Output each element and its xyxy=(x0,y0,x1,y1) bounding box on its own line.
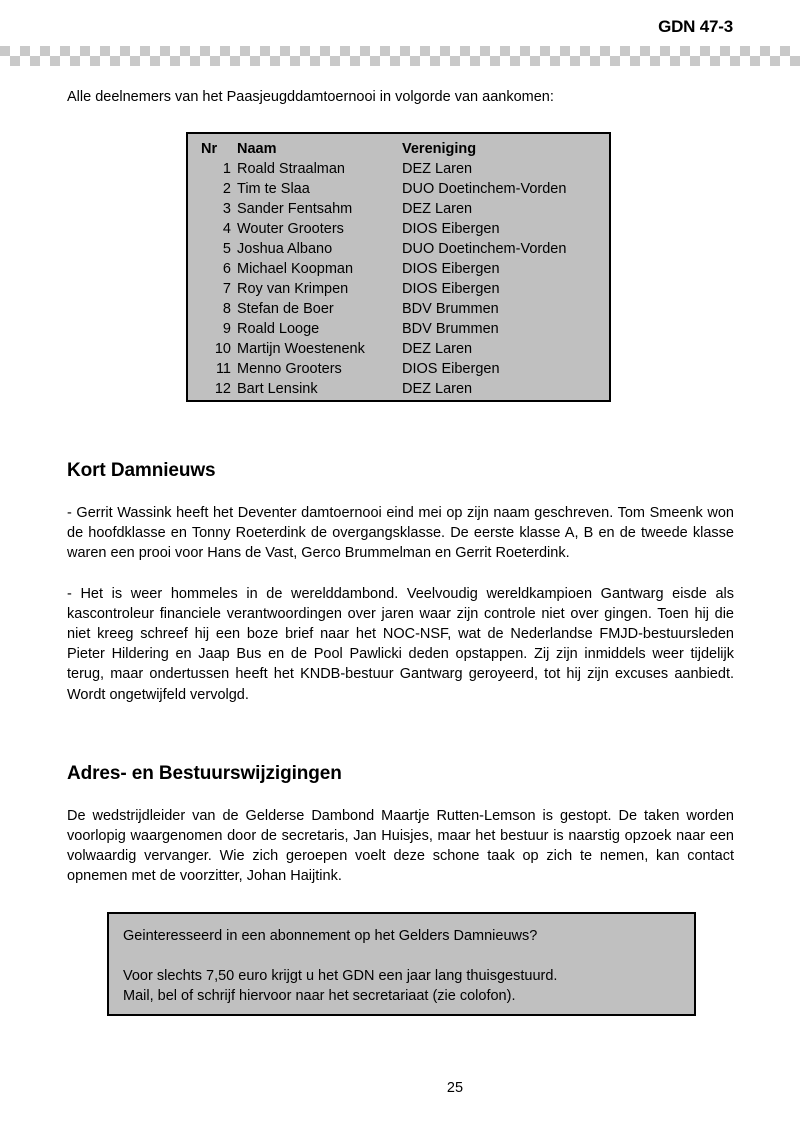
table-header xyxy=(188,139,609,159)
kort-damnieuws-paragraph-2: - Het is weer hommeles in de werelddambond. Veelvoudig wereldkampioen Gantwarg eisde als kascontroleur financiele verantwoordingen over jaren waar zijn controle niet over gingen. Toen hij die niet kreeg schreef hij een boze brief naar het NOC-NSF, wat de Nederlandse FMJD-bestuursleden Pieter Hildering en Jaap Bus en de Pool Pawlicki deden opstappen. Zij zijn inmiddels weer tijdelijk terug, maar ondertussen heeft het KNDB-bestuur Gantwarg geroyeerd, tot hij zijn excuses aanbiedt. Wordt ongetwijfeld vervolgd. xyxy=(67,585,734,703)
table-row xyxy=(188,299,609,319)
table-row xyxy=(188,219,609,239)
cell-vereniging: DUO Doetinchem-Vorden xyxy=(402,181,567,197)
cell-vereniging: DIOS Eibergen xyxy=(402,221,500,237)
cell-naam: Michael Koopman xyxy=(237,261,354,277)
cell-naam: Menno Grooters xyxy=(237,361,342,377)
cell-naam: Wouter Grooters xyxy=(237,221,344,237)
table-body xyxy=(188,159,609,399)
cell-vereniging: DEZ Laren xyxy=(402,161,473,177)
cell-vereniging: BDV Brummen xyxy=(402,321,499,337)
section-heading-adres-bestuurswijzigingen: Adres- en Bestuurswijzigingen xyxy=(67,762,342,784)
cell-nr: 12 xyxy=(214,381,231,397)
table-row xyxy=(188,319,609,339)
cell-vereniging: DEZ Laren xyxy=(402,381,473,397)
checker-row-bottom xyxy=(0,56,800,66)
cell-vereniging: BDV Brummen xyxy=(402,301,499,317)
cell-naam: Roald Straalman xyxy=(237,161,345,177)
callout-contact-line: Mail, bel of schrijf hiervoor naar het secretariaat (zie colofon). xyxy=(123,988,516,1004)
cell-naam: Roy van Krimpen xyxy=(237,281,349,297)
checker-row-top xyxy=(0,46,800,56)
adres-bestuurswijzigingen-paragraph: De wedstrijdleider van de Gelderse Dambond Maartje Rutten-Lemson is gestopt. De taken worden voorlopig waargenomen door de secretaris, Jan Huisjes, maar het bestuur is naarstig opzoek naar een volwaardig vervanger. Wie zich geroepen voelt deze schone taak op zich te nemen, kan contact opnemen met de voorzitter, Johan Haijtink. xyxy=(67,807,734,885)
table-row xyxy=(188,339,609,359)
cell-naam: Joshua Albano xyxy=(237,241,333,257)
column-header-nr: Nr xyxy=(201,141,218,157)
cell-naam: Martijn Woestenenk xyxy=(237,341,365,357)
table-row xyxy=(188,379,609,399)
cell-vereniging: DIOS Eibergen xyxy=(402,361,500,377)
publication-title: GDN 47-3 xyxy=(658,17,733,36)
cell-naam: Bart Lensink xyxy=(237,381,318,397)
cell-naam: Stefan de Boer xyxy=(237,301,334,317)
table-row xyxy=(188,239,609,259)
subscription-callout-box xyxy=(107,912,696,1016)
callout-spacer xyxy=(123,946,680,966)
callout-price-line: Voor slechts 7,50 euro krijgt u het GDN een jaar lang thuisgestuurd. xyxy=(123,968,558,984)
cell-naam: Roald Looge xyxy=(237,321,320,337)
participants-table-panel xyxy=(186,132,611,402)
cell-vereniging: DEZ Laren xyxy=(402,341,473,357)
cell-vereniging: DUO Doetinchem-Vorden xyxy=(402,241,567,257)
cell-nr: 7 xyxy=(222,281,231,297)
cell-nr: 3 xyxy=(222,201,231,217)
cell-nr: 11 xyxy=(215,361,231,377)
cell-nr: 4 xyxy=(222,221,231,237)
cell-nr: 5 xyxy=(222,241,231,257)
cell-vereniging: DEZ Laren xyxy=(402,201,473,217)
page-header xyxy=(0,0,800,68)
table-row xyxy=(188,259,609,279)
cell-nr: 2 xyxy=(222,181,231,197)
cell-naam: Sander Fentsahm xyxy=(237,201,353,217)
table-header-row xyxy=(188,139,609,159)
cell-nr: 10 xyxy=(214,341,231,357)
table-row xyxy=(188,159,609,179)
cell-naam: Tim te Slaa xyxy=(237,181,310,197)
cell-vereniging: DIOS Eibergen xyxy=(402,281,500,297)
page-number: 25 xyxy=(446,1080,464,1096)
callout-question-line: Geinteresseerd in een abonnement op het Gelders Damnieuws? xyxy=(123,928,538,944)
cell-nr: 1 xyxy=(222,161,231,177)
cell-vereniging: DIOS Eibergen xyxy=(402,261,500,277)
cell-nr: 6 xyxy=(222,261,231,277)
table-row xyxy=(188,179,609,199)
table-row xyxy=(188,359,609,379)
section-heading-kort-damnieuws: Kort Damnieuws xyxy=(67,459,216,481)
table-row xyxy=(188,199,609,219)
column-header-naam: Naam xyxy=(237,141,277,157)
cell-nr: 8 xyxy=(222,301,231,317)
intro-text: Alle deelnemers van het Paasjeugddamtoernooi in volgorde van aankomen: xyxy=(67,89,554,105)
column-header-vereniging: Vereniging xyxy=(402,141,477,157)
checkered-divider-bar xyxy=(0,46,800,66)
participants-table xyxy=(188,139,609,399)
kort-damnieuws-paragraph-1: - Gerrit Wassink heeft het Deventer damtoernooi eind mei op zijn naam geschreven. Tom Smeenk won de hoofdklasse en Tonny Roeterdink de overgangsklasse. De eerste klasse A, B en de tweede klasse waren een prooi voor Hans de Vast, Gerco Brummelman en Gerrit Roeterdink. xyxy=(67,504,734,561)
table-row xyxy=(188,279,609,299)
cell-nr: 9 xyxy=(222,321,231,337)
